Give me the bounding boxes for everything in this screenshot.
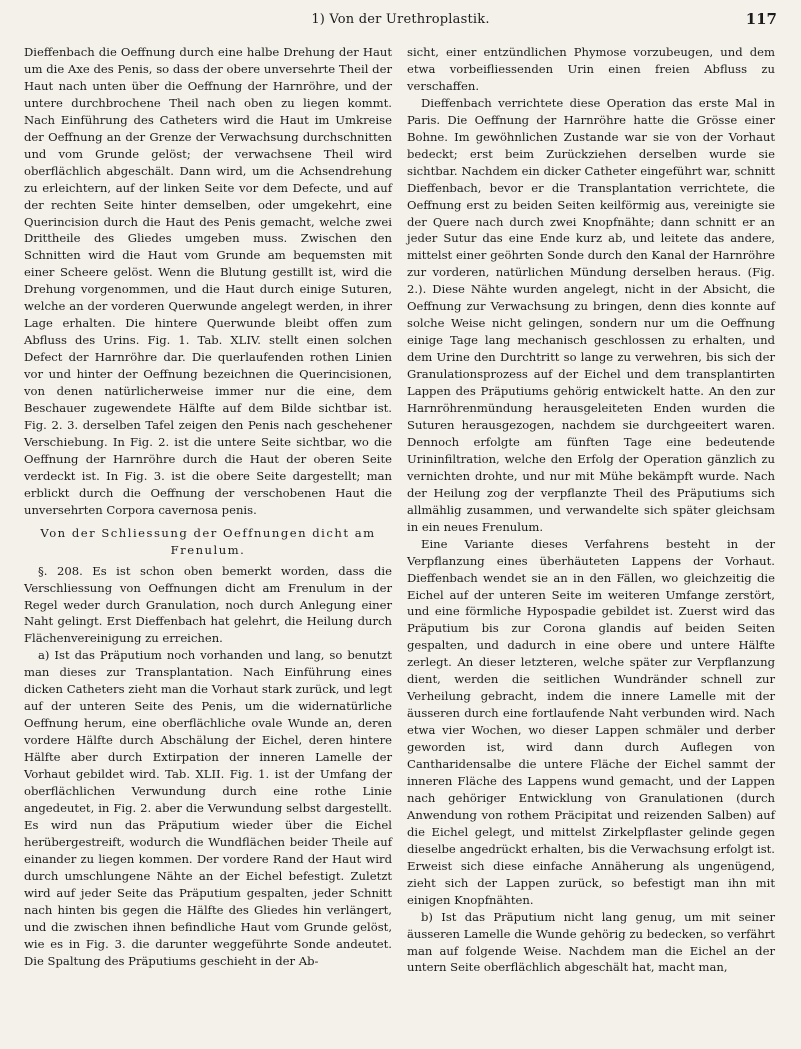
paragraph: §. 208. Es ist schon oben bemerkt worden, dass die Verschliessung von Oeffnungen dicht am Frenulum in der Regel weder durch Granulation, noch durch Anlegung einer Naht gelingt. Erst Dieffenbach hat gelehrt, die Heilung durch Flächenvereinigung zu erreichen. bbox=[24, 563, 392, 646]
paragraph: a) Ist das Präputium noch vorhanden und lang, so benutzt man dieses zur Transplantation. Nach Einführung eines dicken Catheters zieht man die Vorhaut stark zurück, und legt auf der unteren Seite des Penis, um die widernatürliche Oeffnung herum, eine oberflächliche ovale Wunde an, deren vordere Hälfte durch Abschälung der Eichel, deren hintere Hälfte aber durch Extirpation der inneren Lamelle der Vorhaut gebildet wird. Tab. XLII. Fig. 1. ist der Umfang der oberflächlichen Verwundung durch eine rothe Linie angedeutet, in Fig. 2. aber die Verwundung selbst dargestellt. Es wird nun das Präputium wieder über die Eichel herübergestreift, wodurch die Wundflächen beider Theile auf einander zu liegen kommen. Der vordere Rand der Haut wird durch umschlungene Nähte an der Eichel befestigt. Zuletzt wird auf jeder Seite das Präputium gespalten, jeder Schnitt nach hinten bis gegen die Hälfte des Gliedes hin verlängert, und die zwischen ihnen befindliche Haut vom Grunde gelöst, wie es in Fig. 3. die darunter weggeführte Sonde andeutet. Die Spaltung des Präputiums geschieht in der Ab- bbox=[24, 648, 392, 968]
paragraph: Eine Variante dieses Verfahrens besteht in der Verpflanzung eines überhäuteten Lappens der Vorhaut. Dieffenbach wendet sie an in den Fällen, wo gleichzeitig die Eichel auf der unteren Seite im weiteren Umfange zerstört, und eine förmliche Hypospadie gebildet ist. Zuerst wird das Präputium bis zur Corona glandis auf beiden Seiten gespalten, und dadurch in eine obere und untere Hälfte zerlegt. An dieser letzteren, welche später zur Verpflanzung dient, werden die seitlichen Wundränder schnell zur Verheilung gebracht, indem die innere Lamelle mit der äusseren durch eine fortlaufende Naht verbunden wird. Nach etwa vier Wochen, wo dieser Lappen schmäler und derber geworden ist, wird dann durch Auflegen von Cantharidensalbe die untere Fläche der Eichel sammt der inneren Fläche des Lappens wund gemacht, und der Lappen nach gehöriger Entwicklung von Granulationen (durch Anwendung von rothem Präcipitat und reizenden Salben) auf die Eichel gelegt, und mittelst Zirkelpflaster gelinde gegen dieselbe angedrückt erhalten, bis die Verwachsung erfolgt ist. Erweist sich diese einfache Annäherung als ungenügend, zieht sich der Lappen zurück, so befestigt man ihn mit einigen Knopfnähten. bbox=[407, 536, 775, 907]
running-title: 1) Von der Urethroplastik. bbox=[311, 12, 490, 27]
left-column bbox=[24, 44, 392, 969]
page-header bbox=[0, 10, 801, 34]
paragraph: b) Ist das Präputium nicht lang genug, um mit seiner äusseren Lamelle die Wunde gehörig zu bedecken, so verfährt man auf folgende Weise. Nachdem man die Eichel an der untern Seite oberflächlich abgeschält hat, macht man, bbox=[407, 909, 775, 975]
paragraph: Dieffenbach die Oeffnung durch eine halbe Drehung der Haut um die Axe des Penis, so dass der obere unversehrte Theil der Haut nach unten über die Oeffnung der Harnröhre, und der untere durchbrochene Theil nach oben zu liegen kommt. Nach Einführung des Catheters wird die Haut im Umkreise der Oeffnung an der Grenze der Verwachsung durchschnitten und vom Grunde gelöst; der verwachsene Theil wird oberflächlich abgeschält. Dann wird, um die Achsendrehung zu erleichtern, auf der linken Seite vor dem Defecte, und auf der rechten Seite hinter demselben, oder umgekehrt, eine Querincision durch die Haut des Penis gemacht, welche zwei Drittheile des Gliedes umgeben muss. Zwischen den Schnitten wird die Haut vom Grunde am bequemsten mit einer Scheere gelöst. Wenn die Blutung gestillt ist, wird die Drehung vorgenommen, und die Haut durch einige Suturen, welche an der vorderen Querwunde angelegt werden, in ihrer Lage erhalten. Die hintere Querwunde bleibt offen zum Abfluss des Urins. Fig. 1. Tab. XLIV. stellt einen solchen Defect der Harnröhre dar. Die querlaufenden rothen Linien vor und hinter der Oeffnung bezeichnen die Querincisionen, von denen natürlicherweise immer nur die eine, dem Beschauer zugewendete Hälfte auf dem Bilde sichtbar ist. Fig. 2. 3. derselben Tafel zeigen den Penis nach geschehener Verschiebung. In Fig. 2. ist die untere Seite sichtbar, wo die Oeffnung der Harnröhre durch die Haut der oberen Seite verdeckt ist. In Fig. 3. ist die obere Seite dargestellt; man erblickt durch die Oeffnung der verschobenen Haut die unversehrten Corpora cavernosa penis. bbox=[24, 45, 392, 517]
page-number: 117 bbox=[745, 10, 777, 28]
paragraph: sicht, einer entzündlichen Phymose vorzubeugen, und dem etwa vorbeifliessenden Urin einen freien Abfluss zu verschaffen. bbox=[407, 45, 775, 93]
right-column bbox=[407, 44, 775, 976]
paragraph: Dieffenbach verrichtete diese Operation das erste Mal in Paris. Die Oeffnung der Harnröhre hatte die Grösse einer Bohne. Im gewöhnlichen Zustande war sie von der Vorhaut bedeckt; erst beim Zurückziehen derselben wurde sie sichtbar. Nachdem ein dicker Catheter eingeführt war, schnitt Dieffenbach, bevor er die Transplantation verrichtete, die Oeffnung erst zu beiden Seiten keilförmig aus, vereinigte sie der Quere nach durch zwei Knopfnähte; dann schnitt er an jeder Sutur das eine Ende kurz ab, und leitete das andere, mittelst einer geöhrten Sonde durch den Kanal der Harnröhre zur vorderen, natürlichen Mündung derselben heraus. (Fig. 2.). Diese Nähte wurden angelegt, nicht in der Absicht, die Oeffnung zur Verwachsung zu bringen, denn dies konnte auf solche Weise nicht gelingen, sondern nur um die Oeffnung einige Tage lang mechanisch geschlossen zu erhalten, und dem Urine den Durchtritt so lange zu verwehren, bis sich der Granulationsprozess auf der Eichel und dem transplantirten Lappen des Präputiums gehörig entwickelt hatte. An den zur Harnröhrenmündung herausgeleiteten Enden wurden die Suturen herausgezogen, nachdem sie durchgeeitert waren. Dennoch erfolgte am fünften Tage eine bedeutende Urininfiltration, welche den Erfolg der Operation gänzlich zu vernichten drohte, und nur mit Mühe bekämpft wurde. Nach der Heilung zog der verpflanzte Theil des Präputiums sich allmählig zusammen, und verwandelte sich später gleichsam in ein neues Frenulum. bbox=[407, 95, 775, 534]
section-heading: Von der Schliessung der Oeffnungen dicht am Frenulum. bbox=[40, 525, 376, 557]
